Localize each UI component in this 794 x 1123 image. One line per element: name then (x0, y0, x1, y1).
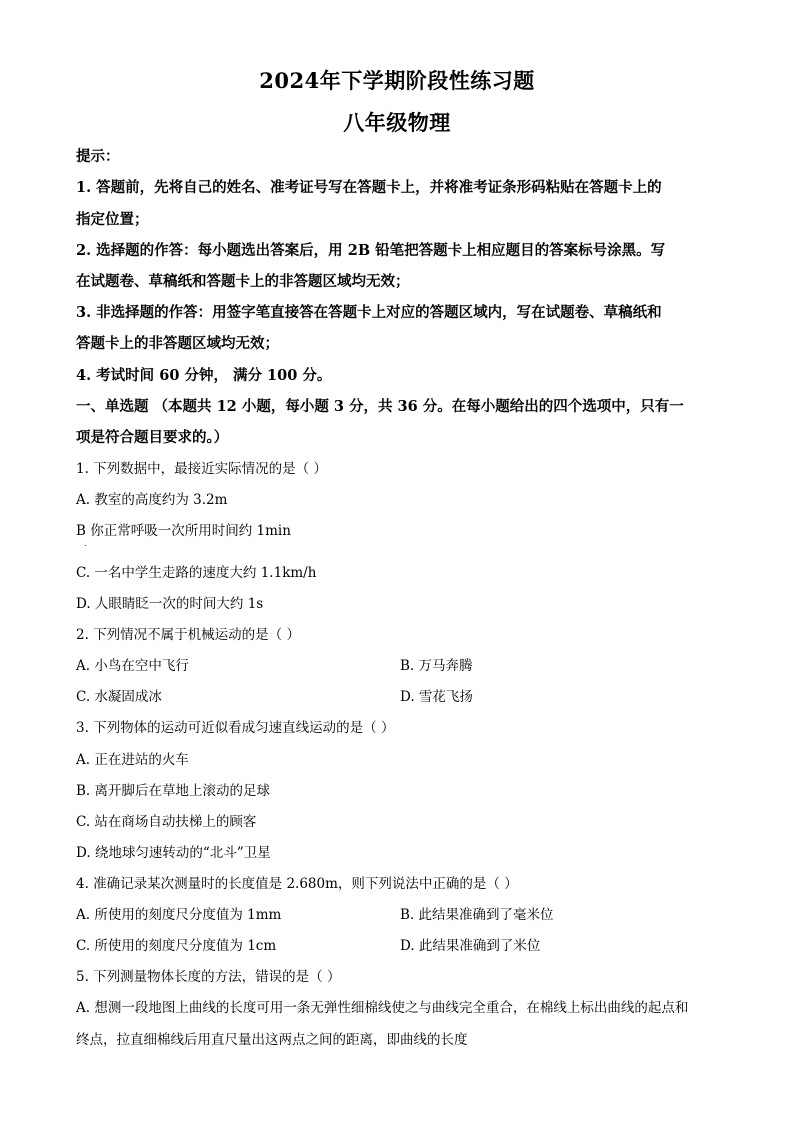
tip-line-1: 1. 答题前，先将自己的姓名、准考证号写在答题卡上，并将准考证条形码粘贴在答题卡上的 (76, 179, 662, 196)
q2-option-c: C. 水凝固成冰 (76, 689, 162, 705)
q1-stem: 1. 下列数据中，最接近实际情况的是（ ） (76, 461, 327, 477)
q2-stem: 2. 下列情况不属于机械运动的是（ ） (76, 627, 300, 643)
q3-option-a: A. 正在进站的火车 (76, 752, 189, 768)
tip-line-7: 4. 考试时间 60 分钟， 满分 100 分。 (76, 367, 332, 384)
q2-option-a: A. 小鸟在空中飞行 (76, 658, 189, 674)
q2-option-b: B. 万马奔腾 (400, 658, 473, 674)
tips-label: 提示： (76, 148, 120, 165)
q3-option-b: B. 离开脚后在草地上滚动的足球 (76, 783, 271, 799)
q4-option-d: D. 此结果准确到了米位 (400, 938, 541, 954)
q5-stem: 5. 下列测量物体长度的方法，错误的是（ ） (76, 969, 341, 985)
q1-option-c: C. 一名中学生走路的速度大约 1.1km/h (76, 565, 317, 581)
q5-option-a-line-2: 终点，拉直细棉线后用直尺量出这两点之间的距离，即曲线的长度 (76, 1032, 468, 1048)
tip-line-4: 在试题卷、草稿纸和答题卡上的非答题区域均无效； (76, 273, 410, 290)
section-heading-line-2: 项是符合题目要求的。） (76, 429, 229, 446)
tip-line-6: 答题卡上的非答题区域均无效； (76, 335, 279, 352)
q3-option-d: D. 绕地球匀速转动的“北斗”卫星 (76, 845, 271, 861)
q4-stem: 4. 准确记录某次测量时的长度值是 2.680m，则下列说法中正确的是（ ） (76, 876, 518, 892)
q5-option-a-line-1: A. 想测一段地图上曲线的长度可用一条无弹性细棉线使之与曲线完全重合，在棉线上标出曲线的起点和 (76, 1000, 689, 1016)
q4-option-c: C. 所使用的刻度尺分度值为 1cm (76, 938, 277, 954)
exam-subtitle: 八年级物理 (343, 110, 451, 135)
q1-option-a: A. 教室的高度约为 3.2m (76, 492, 228, 508)
tip-line-3: 2. 选择题的作答：每小题选出答案后，用 2B 铅笔把答题卡上相应题目的答案标号涂黑。写 (76, 242, 666, 259)
q4-option-b: B. 此结果准确到了毫米位 (400, 907, 554, 923)
q3-stem: 3. 下列物体的运动可近似看成匀速直线运动的是（ ） (76, 720, 395, 736)
q2-option-d: D. 雪花飞扬 (400, 689, 473, 705)
section-heading-line-1: 一、单选题 （本题共 12 小题，每小题 3 分，共 36 分。在每小题给出的四个选项中，只有一 (76, 398, 684, 415)
q1-option-b: B 你正常呼吸一次所用时间约 1min (76, 523, 291, 539)
tip-line-5: 3. 非选择题的作答：用签字笔直接答在答题卡上对应的答题区域内，写在试题卷、草稿纸和 (76, 304, 662, 321)
tip-line-2: 指定位置； (76, 211, 149, 228)
q3-option-c: C. 站在商场自动扶梯上的顾客 (76, 814, 257, 830)
q4-option-a: A. 所使用的刻度尺分度值为 1mm (76, 907, 282, 923)
q1-option-d: D. 人眼睛眨一次的时间大约 1s (76, 596, 264, 612)
q1-option-b-dot: . (84, 539, 87, 548)
exam-title: 2024年下学期阶段性练习题 (259, 68, 535, 93)
